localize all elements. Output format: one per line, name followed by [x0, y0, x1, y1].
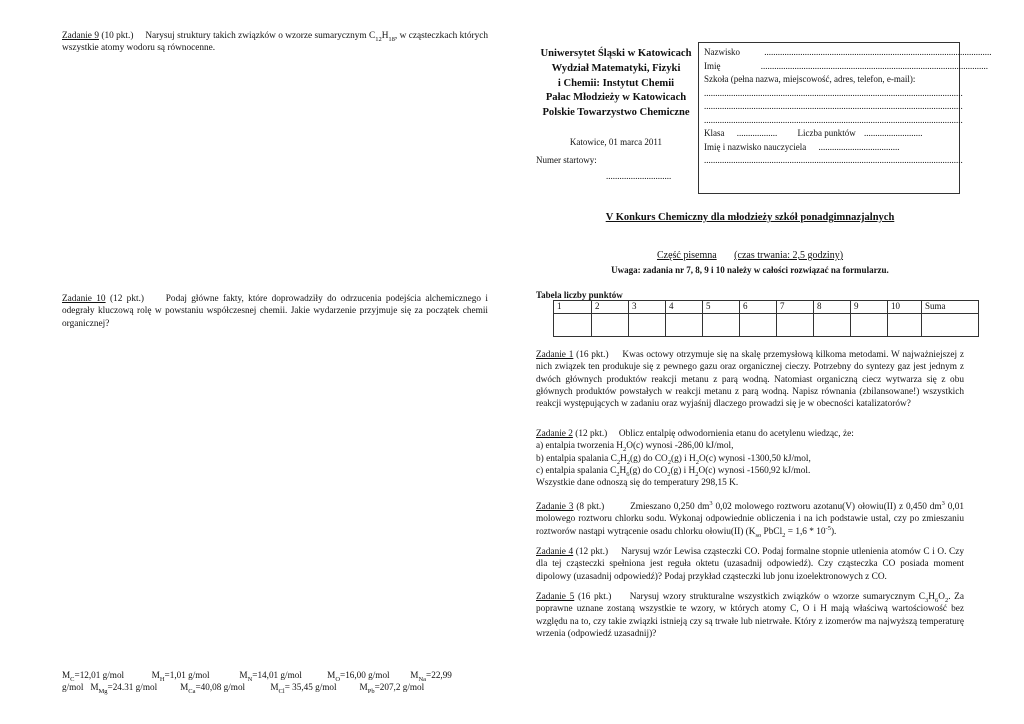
molar-masses-line-1: $M_C=12,01$ g/mol $M_H=1,01$ g/mol $M_N=14,01$ g/mol $M_O=16,00$ g/mol $M_{Na}=22,99$	[62, 670, 452, 683]
task-10-text: Podaj główne fakty, które doprowadziły do odrzucenia podejścia alchemicznego i odegrały kluczową rolę w powstaniu współczesnej chemii. Jakie wydarzenie przyjmuje się za początek chemii organicznej?	[62, 294, 489, 329]
class-label: Klasa	[704, 128, 725, 138]
table-header-cell: 6	[740, 301, 777, 314]
teacher-field-cont[interactable]: ..................	[858, 141, 900, 152]
table-value-cell[interactable]	[888, 313, 922, 336]
table-header-cell: 2	[592, 301, 629, 314]
table-header-cell: 4	[666, 301, 703, 314]
class-row	[704, 127, 954, 141]
name-label: Imię	[704, 60, 721, 71]
table-value-cell[interactable]	[740, 313, 777, 336]
task-3	[536, 501, 964, 538]
task-9-text: Narysuj struktury takich związków o wzorze sumarycznym C	[145, 31, 376, 41]
task-3-label: Zadanie 3	[536, 502, 574, 512]
school-label: Szkoła (pełna nazwa, miejscowość, adres, telefon, e-mail):	[704, 74, 916, 84]
surname-field[interactable]: .....................................................................................................	[764, 47, 992, 57]
organizer-line: i Chemii: Instytut Chemii	[557, 77, 675, 89]
place-date: Katowice, 01 marca 2011	[569, 137, 663, 147]
points-label: Liczba punktów	[797, 128, 856, 138]
task-2-text: Oblicz entalpię odwodornienia etanu do acetylenu wiedząc, że: a) entalpia tworzenia $H_2O(c)$ wynosi -286,00 kJ/mol, b) entalpia spalania $C_2H_2(g)$ do $CO_2(g)$ i $H_2O(c)$ wynosi -1300,50 kJ/mol, c) entalpia spalania $C_2H_6(g)$ do $CO_2(g)$ i $H_2O(c)$ wynosi -1560,92 kJ/mol. Wszystkie dane odnoszą się do temperatury 298,15 K.	[536, 429, 854, 489]
table-header-cell: 5	[703, 301, 740, 314]
organizer-line: Polskie Towarzystwo Chemiczne	[542, 107, 690, 119]
task-5-points: (16 pkt.)	[574, 592, 612, 602]
points-table	[553, 300, 979, 337]
name-row	[704, 60, 988, 74]
task-3-text: Zmieszano 0,250 $dm^3$ 0,02 molowego roztworu azotanu(V) ołowiu(II) z 0,450 $dm^3$ 0,01 molowego roztworu chlorku sodu. Wykonaj odpowiednie obliczenia i na ich podstawie ustal, czy po zmieszaniu roztworów nastąpi wytrącenie osadu chlorku ołowiu(II) ($K_{so}$ PbCl$_2$ = $1,6 * 10^{-5}$).	[536, 499, 964, 539]
task-9-sub2: 18	[388, 35, 395, 43]
table-value-cell[interactable]	[592, 313, 629, 336]
task-1-points: (16 pkt.)	[573, 350, 609, 360]
contest-title: V Konkurs Chemiczny dla młodzieży szkół ponadgimnazjalnych	[605, 212, 895, 223]
school-field[interactable]: ...................................................................................................................	[704, 87, 963, 98]
table-header-cell: 8	[814, 301, 851, 314]
table-header-cell: 7	[777, 301, 814, 314]
table-value-cell[interactable]	[814, 313, 851, 336]
task-2-label: Zadanie 2	[536, 429, 573, 439]
task-9-text3: , w cząsteczkach których wszystkie atomy wodoru są równocenne.	[62, 31, 488, 54]
table-value-cell[interactable]	[703, 313, 740, 336]
task-9-points: (10 pkt.)	[98, 31, 134, 41]
school-field[interactable]: ...................................................................................................................	[704, 101, 963, 111]
task-10-points: (12 pkt.)	[105, 294, 144, 304]
molar-masses	[62, 669, 482, 694]
teacher-row	[704, 141, 954, 155]
task-9	[62, 30, 488, 55]
note: Uwaga: zadania nr 7, 8, 9 i 10 należy w całości rozwiązać na formularzu.	[611, 265, 889, 275]
organizers	[534, 47, 698, 121]
task-5-text: Narysuj wzory strukturalne wszystkich związków o wzorze sumarycznym $C_3H_6O_2$. Za poprawne uznane zostaną wszystkie te wzory, w których atomy C, O i H mają właściwą wartościowość bez względu na to, czy takie związki istnieją czy są trwałe lub nietrwałe. Który z izomerów ma najwyższą temperaturę wrzenia (odpowiedź uzasadnij)?	[536, 592, 964, 639]
table-value-cell[interactable]	[554, 313, 592, 336]
surname-label: Nazwisko	[704, 47, 740, 57]
task-1-text: Kwas octowy otrzymuje się na skalę przemysłową kilkoma metodami. W najważniejszej z nich związek ten produkuje się z pewnego gazu oraz organicznej cieczy. Potrzebny do syntezy gaz jest jednym z dwóch głównych produktów reakcji metanu z parą wodną. Natomiast organiczną ciecz wytwarza się z obu głównych produktów powstałych w reakcji metanu z parą wodną. Napisz równania (zbilansowane!) wszystkich reakcji występujących w zadaniu oraz wyjaśnij dlaczego prowadzi się je w obecności katalizatorów?	[536, 350, 965, 410]
part-info	[520, 249, 980, 262]
school-field[interactable]: ...................................................................................................................	[704, 114, 963, 125]
table-value-cell[interactable]	[851, 313, 888, 336]
start-number-label: Numer startowy:	[536, 154, 597, 165]
surname-row	[704, 46, 992, 60]
meta-info	[536, 137, 696, 183]
task-3-points: (8 pkt.)	[573, 502, 605, 512]
name-field[interactable]: .....................................................................................................	[760, 60, 988, 71]
task-2-points: (12 pkt.)	[572, 429, 608, 439]
teacher-label: Imię i nazwisko nauczyciela	[704, 141, 807, 152]
task-4-label: Zadanie 4	[536, 547, 574, 557]
part-label: Część pisemna	[656, 250, 717, 261]
points-table-values	[554, 313, 979, 336]
organizer-line: Uniwersytet Śląski w Katowicach	[540, 48, 692, 59]
table-header-cell: 9	[851, 301, 888, 314]
points-table-header	[554, 301, 979, 314]
table-value-cell[interactable]	[777, 313, 814, 336]
task-10	[62, 293, 488, 330]
teacher-field[interactable]: ..................	[818, 141, 859, 152]
table-header-cell: 1	[554, 301, 592, 314]
task-1-label: Zadanie 1	[536, 350, 574, 360]
task-4-points: (12 pkt.)	[573, 547, 609, 557]
table-header-cell: 3	[629, 301, 666, 314]
task-5-label: Zadanie 5	[536, 592, 575, 602]
task-9-label: Zadanie 9	[62, 31, 99, 41]
task-4-text: Narysuj wzór Lewisa cząsteczki CO. Podaj formalne stopnie utlenienia atomów C i O. Czy dla tej cząsteczki spełniona jest reguła oktetu (uzasadnij odpowiedź). Czy cząsteczka CO posiada moment dipolowy (uzasadnij odpowiedź)? Podaj przykład cząsteczki lub jonu izoelektronowych z CO.	[536, 547, 964, 582]
table-value-cell[interactable]	[666, 313, 703, 336]
organizer-line: Pałac Młodzieży w Katowicach	[545, 92, 687, 104]
table-value-cell[interactable]	[629, 313, 666, 336]
task-10-label: Zadanie 10	[62, 294, 106, 304]
points-field[interactable]: ..........................	[863, 128, 923, 138]
start-number-field[interactable]: .............................	[606, 170, 672, 181]
task-9-sub1: 12	[375, 35, 382, 43]
participant-form	[698, 42, 992, 194]
table-value-cell[interactable]	[922, 313, 979, 336]
molar-masses-line-2: g/mol $M_{Mg}=24.31$ g/mol $M_{Ca}=40,08$ g/mol $M_{Cl}= 35,45$ g/mol $M_{Pb}=207,2$ g/mol	[62, 682, 425, 696]
task-2	[536, 428, 964, 489]
part-time: (czas trwania: 2,5 godziny)	[734, 250, 844, 261]
task-5	[536, 591, 964, 640]
teacher-field[interactable]: ...................................................................................................................	[704, 155, 963, 165]
points-table-title: Tabela liczby punktów	[536, 290, 623, 300]
organizer-line: Wydział Matematyki, Fizyki	[551, 62, 681, 74]
task-4	[536, 546, 964, 583]
task-9-text2: H	[381, 31, 389, 41]
class-field[interactable]: ..................	[736, 128, 778, 138]
table-header-cell: Suma	[922, 301, 979, 314]
task-1	[536, 349, 964, 410]
table-header-cell: 10	[888, 301, 922, 314]
